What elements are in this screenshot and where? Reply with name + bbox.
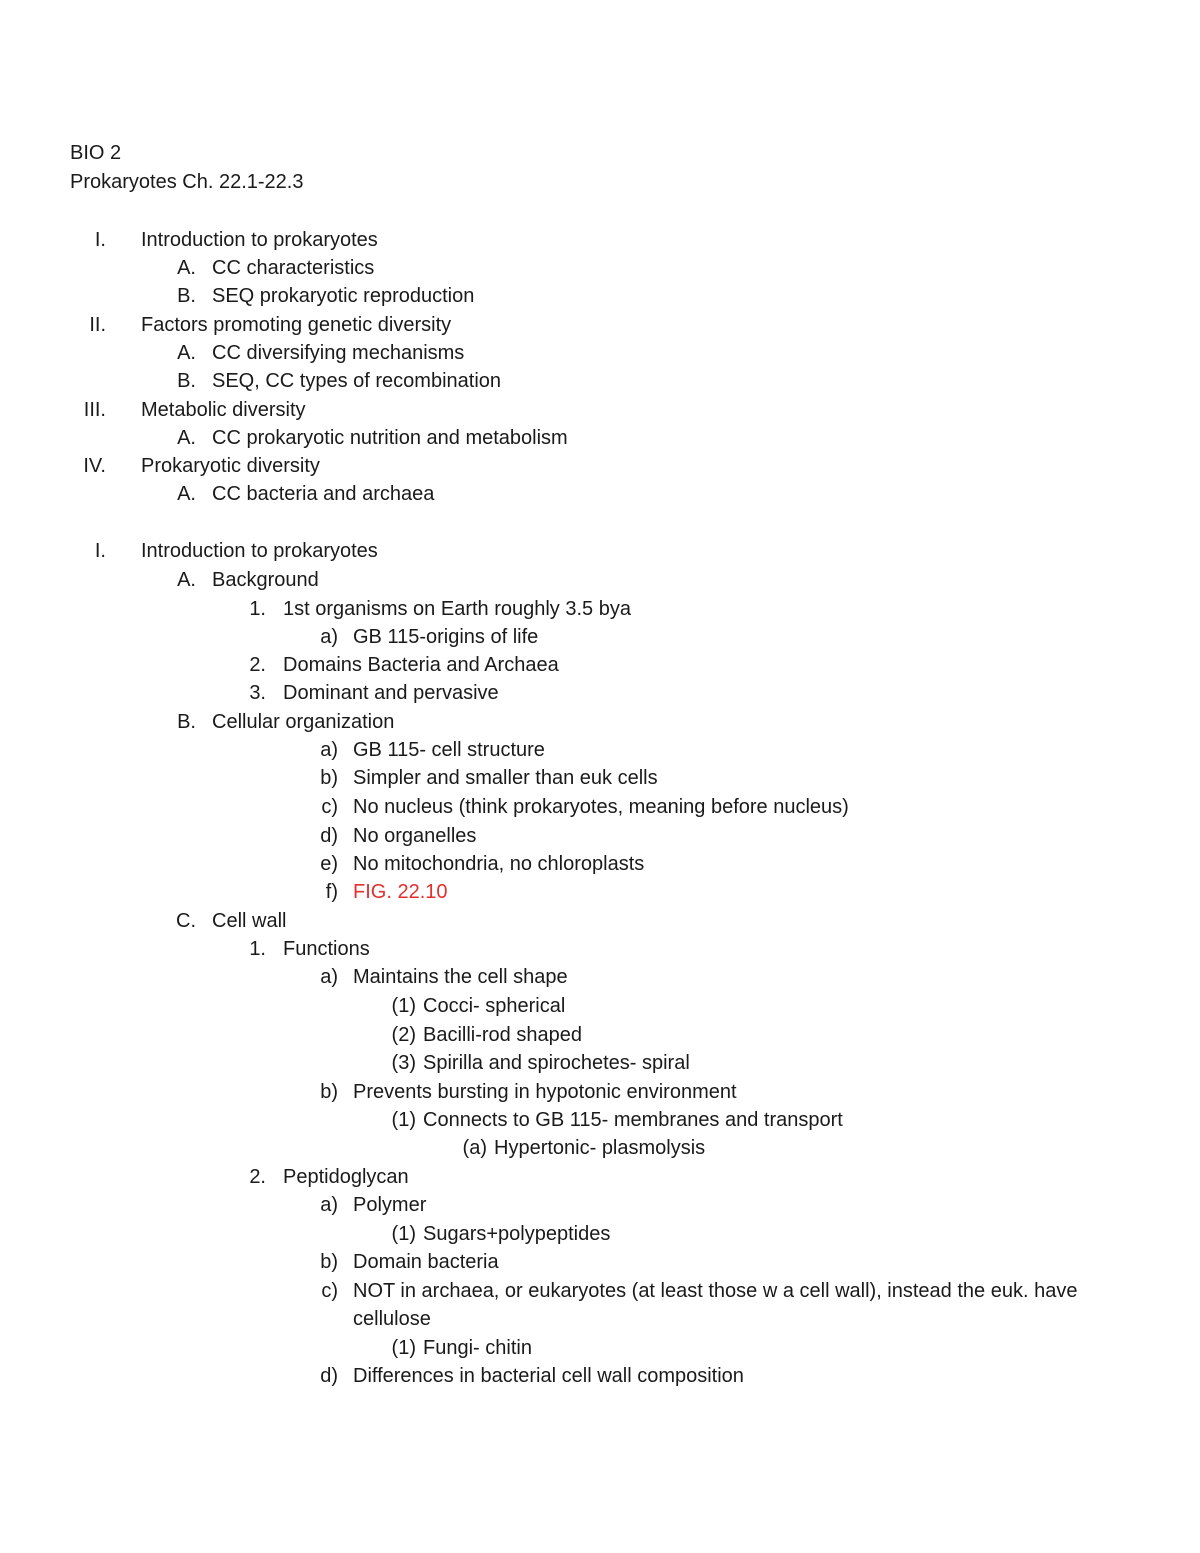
list-marker: (1) xyxy=(391,1337,416,1359)
list-marker: A. xyxy=(177,483,196,505)
list-marker: A. xyxy=(177,569,196,591)
list-marker: c) xyxy=(321,796,338,818)
list-marker: b) xyxy=(320,1251,338,1273)
list-text: Cell wall xyxy=(212,910,287,932)
list-text: NOT in archaea, or eukaryotes (at least those w a cell wall), instead the euk. have cellulose xyxy=(353,1280,1078,1330)
list-text: Spirilla and spirochetes- spiral xyxy=(423,1052,690,1074)
list-text: Simpler and smaller than euk cells xyxy=(353,767,658,789)
list-marker: (1) xyxy=(391,995,416,1017)
list-marker: d) xyxy=(320,1365,338,1387)
list-marker: B. xyxy=(177,370,196,392)
list-marker: a) xyxy=(320,626,338,648)
list-marker: a) xyxy=(320,739,338,761)
list-marker: (1) xyxy=(391,1223,416,1245)
list-marker: C. xyxy=(176,910,196,932)
list-marker: (3) xyxy=(391,1052,416,1074)
list-marker: (2) xyxy=(391,1024,416,1046)
figure-reference: FIG. 22.10 xyxy=(353,881,448,903)
list-marker: A. xyxy=(177,427,196,449)
list-text: Prevents bursting in hypotonic environment xyxy=(353,1081,737,1103)
list-marker: B. xyxy=(177,711,196,733)
list-text: CC characteristics xyxy=(212,257,375,279)
list-text: Factors promoting genetic diversity xyxy=(141,314,452,336)
list-marker: I. xyxy=(94,229,106,251)
list-text: Cocci- spherical xyxy=(423,995,566,1017)
list-text: Sugars+polypeptides xyxy=(423,1223,611,1245)
list-marker: 3. xyxy=(249,682,266,704)
list-text: SEQ, CC types of recombination xyxy=(212,370,502,392)
list-text: Hypertonic- plasmolysis xyxy=(494,1137,706,1159)
list-text: Cellular organization xyxy=(212,711,395,733)
list-marker: A. xyxy=(177,257,196,279)
list-marker: IV. xyxy=(83,455,106,477)
list-marker: d) xyxy=(320,825,338,847)
list-marker: 1. xyxy=(249,598,266,620)
list-marker: 2. xyxy=(249,1166,266,1188)
list-text: No nucleus (think prokaryotes, meaning before nucleus) xyxy=(353,796,849,818)
list-text: GB 115- cell structure xyxy=(353,739,545,761)
list-marker: f) xyxy=(325,881,338,903)
list-text: Domain bacteria xyxy=(353,1251,499,1273)
list-text: CC prokaryotic nutrition and metabolism xyxy=(212,427,568,449)
list-marker: I. xyxy=(94,540,106,562)
list-marker: 2. xyxy=(249,654,266,676)
list-marker: a) xyxy=(320,1194,338,1216)
document-subtitle: Prokaryotes Ch. 22.1-22.3 xyxy=(70,171,304,193)
list-text: Background xyxy=(212,569,319,591)
list-text: GB 115-origins of life xyxy=(353,626,539,648)
list-text: Polymer xyxy=(353,1194,427,1216)
list-text: Metabolic diversity xyxy=(141,399,306,421)
list-marker: e) xyxy=(320,853,338,875)
list-text: SEQ prokaryotic reproduction xyxy=(212,285,475,307)
list-marker: b) xyxy=(320,1081,338,1103)
list-text: Connects to GB 115- membranes and transport xyxy=(423,1109,843,1131)
list-text: Prokaryotic diversity xyxy=(141,455,320,477)
list-text: Maintains the cell shape xyxy=(353,966,568,988)
list-marker: (1) xyxy=(391,1109,416,1131)
list-text: Bacilli-rod shaped xyxy=(423,1024,582,1046)
list-marker: b) xyxy=(320,767,338,789)
list-text: Dominant and pervasive xyxy=(283,682,499,704)
list-marker: III. xyxy=(83,399,106,421)
list-text: Differences in bacterial cell wall composition xyxy=(353,1365,744,1387)
list-text: CC diversifying mechanisms xyxy=(212,342,465,364)
list-text: Introduction to prokaryotes xyxy=(141,540,378,562)
list-text: Peptidoglycan xyxy=(283,1166,409,1188)
list-text: CC bacteria and archaea xyxy=(212,483,435,505)
list-marker: c) xyxy=(321,1280,338,1302)
list-marker: A. xyxy=(177,342,196,364)
list-text: No organelles xyxy=(353,825,477,847)
list-marker: 1. xyxy=(249,938,266,960)
list-text: Functions xyxy=(283,938,370,960)
list-text: 1st organisms on Earth roughly 3.5 bya xyxy=(283,598,631,620)
list-marker: a) xyxy=(320,966,338,988)
list-marker: II. xyxy=(89,314,106,336)
list-text: No mitochondria, no chloroplasts xyxy=(353,853,645,875)
list-text: Introduction to prokaryotes xyxy=(141,229,378,251)
course-title: BIO 2 xyxy=(70,142,122,164)
list-text: Fungi- chitin xyxy=(423,1337,532,1359)
list-text: Domains Bacteria and Archaea xyxy=(283,654,559,676)
list-marker: B. xyxy=(177,285,196,307)
list-marker: (a) xyxy=(462,1137,487,1159)
